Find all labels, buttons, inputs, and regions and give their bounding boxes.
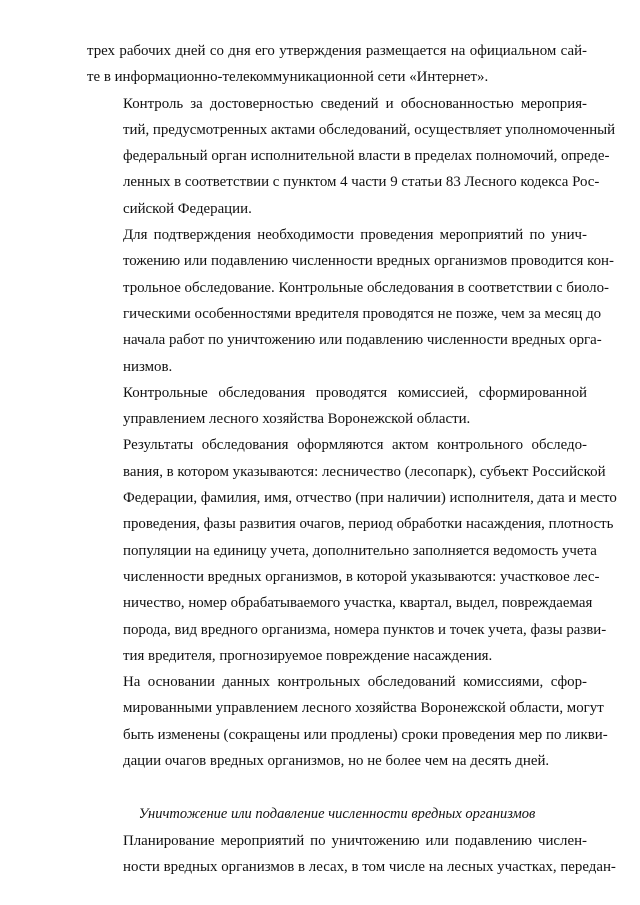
- body-paragraph: [87, 91, 616, 222]
- text-line: трех рабочих дней со дня его утверждения размещается на официальном сай-: [87, 43, 587, 59]
- text-line: тия вредителя, прогнозируемое повреждение насаждения.: [123, 647, 493, 664]
- text-line: ленных в соответствии с пунктом 4 части 9 статьи 83 Лесного кодекса Рос-: [123, 174, 600, 191]
- text-line: Результаты обследования оформляются актом контрольного обследо-: [123, 437, 587, 454]
- text-line: вания, в котором указываются: лесничество (лесопарк), субъект Российской: [123, 463, 606, 480]
- text-line: Для подтверждения необходимости проведения мероприятий по унич-: [123, 227, 587, 244]
- text-line: тий, предусмотренных актами обследований, осуществляет уполномоченный: [123, 121, 616, 138]
- text-line: Контрольные обследования проводятся комиссией, сформированной: [123, 384, 587, 401]
- body-paragraph: [87, 669, 608, 774]
- text-line: мированными управлением лесного хозяйства Воронежской области, могут: [123, 700, 604, 717]
- text-line: Контроль за достоверностью сведений и обоснованностью мероприя-: [123, 95, 587, 112]
- text-line: ничество, номер обрабатываемого участка, квартал, выдел, повреждаемая: [123, 595, 593, 612]
- body-paragraph: [87, 380, 587, 433]
- text-line: трольное обследование. Контрольные обследования в соответствии с биоло-: [123, 279, 610, 296]
- section-heading: Уничтожение или подавление численности вредных организмов: [138, 806, 536, 823]
- document-body: [87, 38, 617, 774]
- text-line: На основании данных контрольных обследований комиссиями, сфор-: [123, 674, 587, 691]
- text-line: популяции на единицу учета, дополнительно заполняется ведомость учета: [123, 542, 597, 559]
- text-line: ности вредных организмов в лесах, в том числе на лесных участках, передан-: [123, 858, 616, 875]
- body-paragraph: [87, 432, 617, 669]
- text-line: начала работ по уничтожению или подавлению численности вредных орга-: [123, 332, 602, 349]
- body-paragraph: [87, 222, 614, 380]
- body-paragraph: [87, 38, 587, 91]
- text-line: порода, вид вредного организма, номера пунктов и точек учета, фазы разви-: [123, 621, 607, 638]
- text-line: Федерации, фамилия, имя, отчество (при наличии) исполнителя, дата и место: [123, 490, 617, 507]
- text-line: федеральный орган исполнительной власти в пределах полномочий, опреде-: [123, 148, 610, 165]
- text-line: управлением лесного хозяйства Воронежской области.: [123, 411, 471, 428]
- text-line: проведения, фазы развития очагов, период обработки насаждения, плотность: [123, 516, 614, 533]
- document-page: [87, 38, 617, 880]
- text-line: быть изменены (сокращены или продлены) сроки проведения мер по ликви-: [123, 726, 608, 743]
- text-line: тожению или подавлению численности вредных организмов проводится кон-: [123, 253, 614, 270]
- section-paragraph: [87, 828, 616, 881]
- text-line: те в информационно-телекоммуникационной сети «Интернет».: [87, 69, 489, 86]
- section-body: [87, 828, 616, 881]
- text-line: низмов.: [123, 358, 173, 375]
- text-line: численности вредных организмов, в которой указываются: участковое лес-: [123, 568, 600, 585]
- text-line: гическими особенностями вредителя проводятся не позже, чем за месяц до: [123, 305, 602, 322]
- text-line: сийской Федерации.: [123, 200, 252, 217]
- text-line: дации очагов вредных организмов, но не более чем на десять дней.: [123, 753, 550, 770]
- text-line: Планирование мероприятий по уничтожению или подавлению числен-: [123, 832, 587, 849]
